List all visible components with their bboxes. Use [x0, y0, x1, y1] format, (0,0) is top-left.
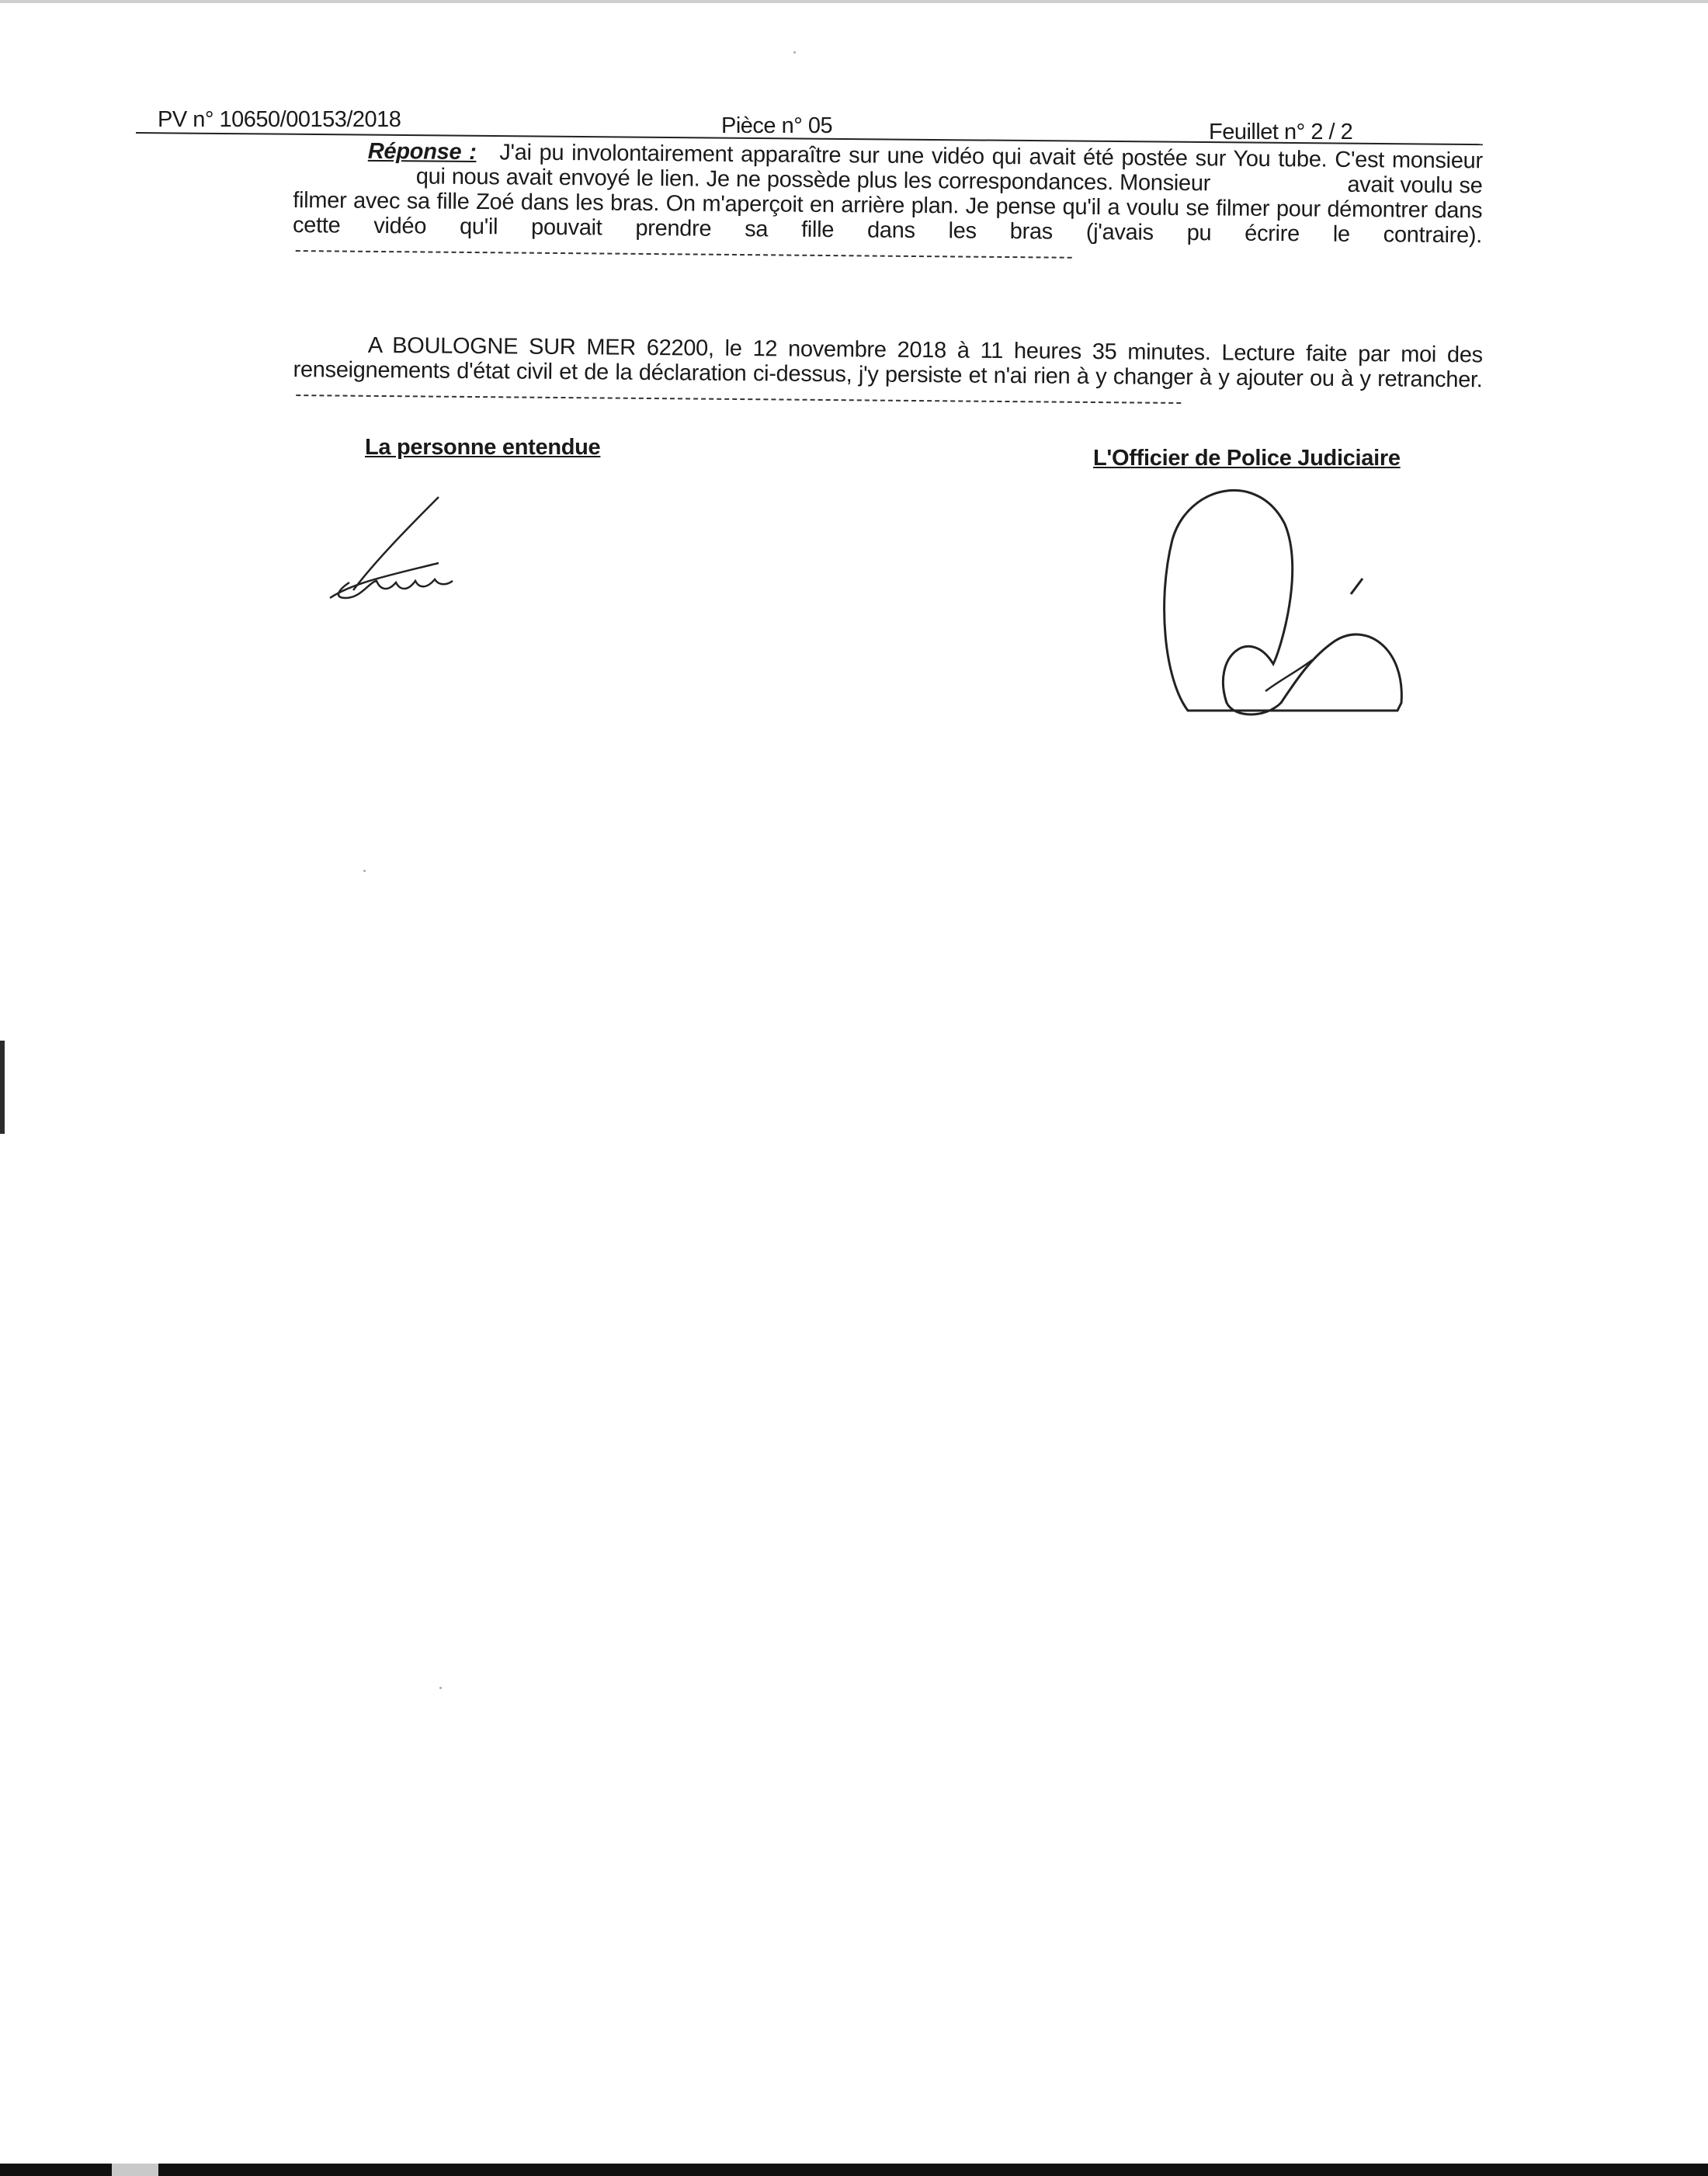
- bottom-bar-tab[interactable]: [112, 2164, 158, 2176]
- response-line-5: bras (j'avais pu écrire le contraire).: [1009, 219, 1483, 249]
- response-line-4: Je pense qu'il a voulu se filmer pour démontrer dans cette vidéo qu'il pouvait prendre sa fille dans les: [292, 193, 1483, 244]
- closing-text: A BOULOGNE SUR MER 62200, le 12 novembre 2018 à 11 heures 35 minutes. Lecture faite par moi des renseignements d'état civil et de la déclaration ci-dessus, j'y persiste et n'ai rien à y changer à y ajouter ou à y retrancher.: [293, 332, 1483, 393]
- filler-dashes: [296, 250, 1072, 259]
- response-line-2a: C'est monsieur: [1335, 147, 1483, 174]
- top-border: [0, 0, 1708, 3]
- feuillet-number: Feuillet n° 2 / 2: [1209, 120, 1353, 144]
- officer-signature-label: L'Officier de Police Judiciaire: [1093, 446, 1401, 471]
- filler-dashes: [296, 395, 1181, 404]
- piece-number: Pièce n° 05: [721, 113, 833, 138]
- bottom-bar: [0, 2164, 1708, 2176]
- witness-signature-label: La personne entendue: [365, 435, 601, 460]
- response-line-1: J'ai pu involontairement apparaître sur une vidéo qui avait été postée sur You tube.: [499, 140, 1328, 172]
- officer-signature: [1157, 478, 1421, 726]
- pv-number: PV n° 10650/00153/2018: [158, 107, 401, 132]
- response-paragraph: [293, 138, 1483, 273]
- redacted-name: [293, 182, 410, 183]
- scan-speck: [363, 870, 366, 872]
- closing-paragraph: [293, 332, 1483, 417]
- scan-speck: [439, 1687, 442, 1689]
- witness-signature: [322, 489, 462, 606]
- response-label: Réponse :: [367, 138, 477, 165]
- response-line-2b: qui nous avait envoyé le lien. Je ne possède plus les correspondances.: [415, 164, 1114, 196]
- document-header: [136, 104, 1483, 144]
- scroll-indicator: [0, 1041, 5, 1134]
- scan-speck: [793, 51, 796, 54]
- response-line-3a: Monsieur: [1119, 170, 1211, 196]
- redacted-name: [1217, 190, 1341, 191]
- response-line-3b: avait voulu se filmer avec sa fille Zoé dans les bras. On m'aperçoit en arrière plan.: [293, 172, 1483, 219]
